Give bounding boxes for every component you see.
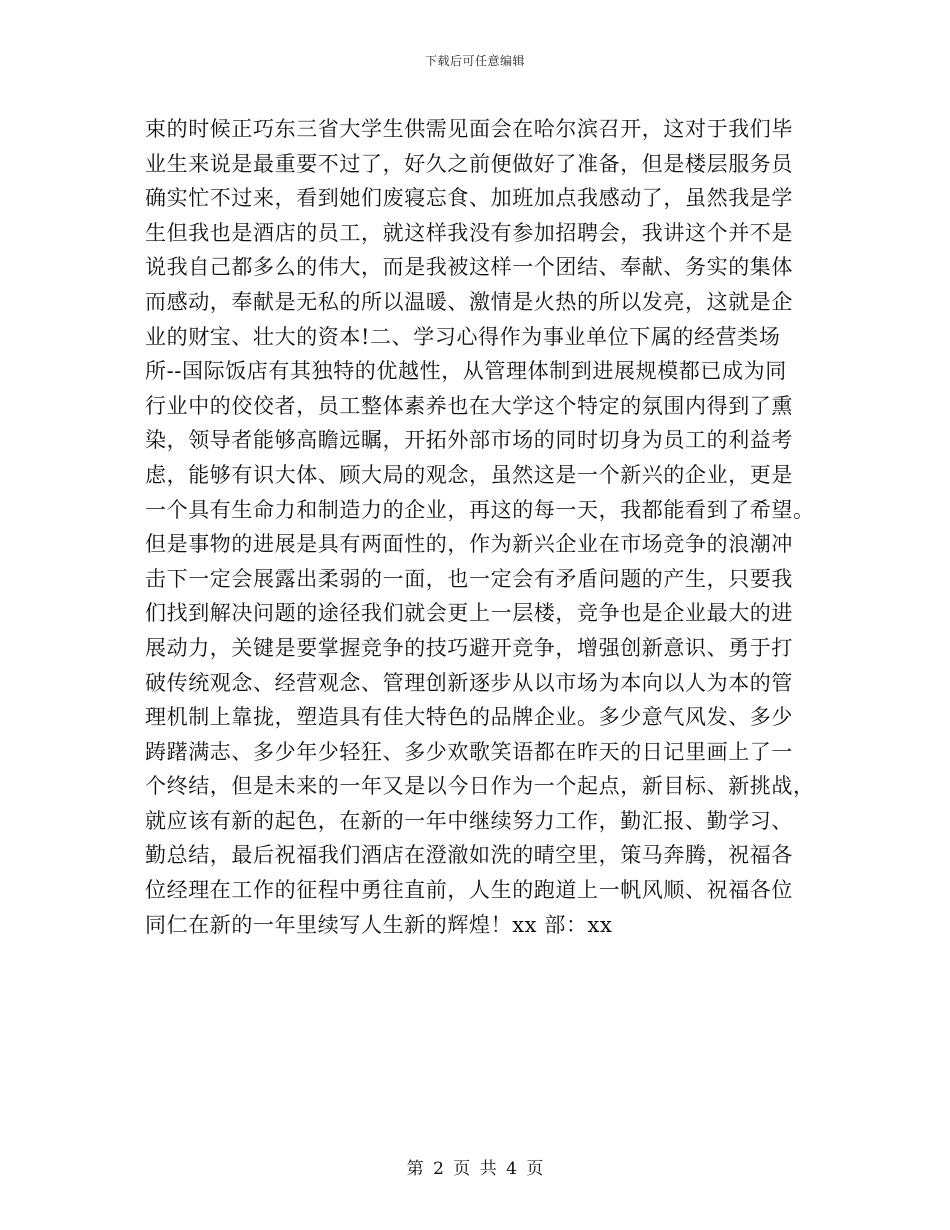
body-line: 所--国际饭店有其独特的优越性，从管理体制到进展规模都已成为同 [145,359,787,384]
document-body [145,112,825,942]
body-line: 一个具有生命力和制造力的企业，再这的每一天，我都能看到了希望。 [145,497,815,522]
body-line: 业生来说是最重要不过了，好久之前便做好了准备，但是楼层服务员 [145,151,793,176]
body-line: 说我自己都多么的伟大，而是我被这样一个团结、奉献、务实的集体 [145,255,793,280]
page-header-note: 下载后可任意编辑 [424,54,525,68]
body-line: 们找到解决问题的途径我们就会更上一层楼，竞争也是企业最大的进 [145,601,793,626]
body-line: 确实忙不过来，看到她们废寝忘食、加班加点我感动了，虽然我是学 [145,186,793,211]
body-line: 勤总结，最后祝福我们酒店在澄澈如洗的晴空里，策马奔腾，祝福各 [145,843,793,868]
body-line: 行业中的佼佼者，员工整体素养也在大学这个特定的氛围内得到了熏 [145,393,793,418]
body-line: 就应该有新的起色，在新的一年中继续努力工作，勤汇报、勤学习、 [145,808,793,833]
body-line: 位经理在工作的征程中勇往直前，人生的跑道上一帆风顺、祝福各位 [145,878,793,903]
body-line: 踌躇满志、多少年少轻狂、多少欢歌笑语都在昨天的日记里画上了一 [145,739,793,764]
body-line: 业的财宝、壮大的资本!二、学习心得作为事业单位下属的经营类场 [145,324,781,349]
body-line: 同仁在新的一年里续写人生新的辉煌！xx 部：xx [145,912,613,937]
body-line: 而感动，奉献是无私的所以温暖、激情是火热的所以发亮，这就是企 [145,289,793,314]
body-line: 染，领导者能够高瞻远瞩，开拓外部市场的同时切身为员工的利益考 [145,428,793,453]
body-line: 生但我也是酒店的员工，就这样我没有参加招聘会，我讲这个并不是 [145,220,793,245]
body-line: 理机制上靠拢，塑造具有佳大特色的品牌企业。多少意气风发、多少 [145,705,793,730]
body-line: 展动力，关键是要掌握竞争的技巧避开竞争，增强创新意识、勇于打 [145,635,793,660]
page-number-footer: 第 2 页 共 4 页 [406,1159,544,1179]
body-line: 个终结，但是未来的一年又是以今日作为一个起点，新目标、新挑战， [145,774,815,799]
body-line: 破传统观念、经营观念、管理创新逐步从以市场为本向以人为本的管 [145,670,793,695]
body-line: 束的时候正巧东三省大学生供需见面会在哈尔滨召开，这对于我们毕 [145,117,793,141]
body-line: 击下一定会展露出柔弱的一面，也一定会有矛盾问题的产生，只要我 [145,566,793,591]
body-line: 但是事物的进展是具有两面性的，作为新兴企业在市场竞争的浪潮冲 [145,532,793,557]
body-line: 虑，能够有识大体、顾大局的观念，虽然这是一个新兴的企业，更是 [145,462,793,487]
